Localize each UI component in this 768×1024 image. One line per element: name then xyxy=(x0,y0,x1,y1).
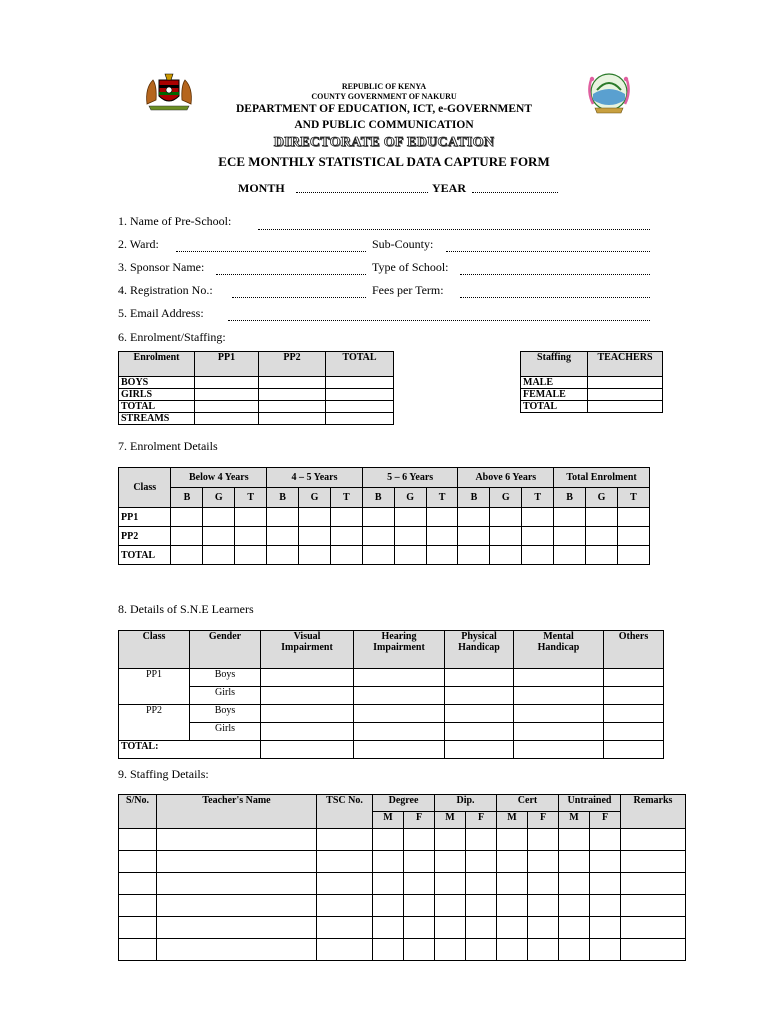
cell[interactable] xyxy=(354,723,445,741)
cell[interactable] xyxy=(235,527,267,546)
cell[interactable] xyxy=(458,546,490,565)
cell[interactable] xyxy=(404,829,435,851)
cell[interactable] xyxy=(119,851,157,873)
gender-boys: Boys xyxy=(190,669,261,687)
cell[interactable] xyxy=(588,377,663,389)
sub-header-f: F xyxy=(404,812,435,829)
cell[interactable] xyxy=(157,895,317,917)
group-header: 4 – 5 Years xyxy=(267,468,363,488)
cell[interactable] xyxy=(559,851,590,873)
cell[interactable] xyxy=(373,939,404,961)
cell[interactable] xyxy=(466,851,497,873)
cell[interactable] xyxy=(171,546,203,565)
cell[interactable] xyxy=(362,546,394,565)
cell[interactable] xyxy=(261,669,354,687)
cell[interactable] xyxy=(404,895,435,917)
cell[interactable] xyxy=(394,508,426,527)
class-header: Class xyxy=(119,631,190,669)
staffing-table xyxy=(520,351,663,413)
sub-header-m: M xyxy=(497,812,528,829)
cell[interactable] xyxy=(171,527,203,546)
cell[interactable] xyxy=(259,413,326,425)
form-title: ECE MONTHLY STATISTICAL DATA CAPTURE FORM xyxy=(218,154,550,169)
ward-field[interactable] xyxy=(176,251,366,252)
cell[interactable] xyxy=(522,508,554,527)
cell[interactable] xyxy=(299,527,331,546)
sub-header-m: M xyxy=(559,812,590,829)
cell[interactable] xyxy=(404,939,435,961)
cell[interactable] xyxy=(404,873,435,895)
cell[interactable] xyxy=(514,669,604,687)
field-label-ward: 2. Ward: xyxy=(118,237,159,251)
cell[interactable] xyxy=(522,527,554,546)
cell[interactable] xyxy=(590,895,621,917)
sub-header-b: B xyxy=(554,488,586,508)
row-label-pp2: PP2 xyxy=(119,705,190,741)
field-label-preschool: 1. Name of Pre-School: xyxy=(118,214,232,228)
degree-header: Degree xyxy=(373,795,435,812)
row-label-pp2: PP2 xyxy=(119,527,171,546)
cell[interactable] xyxy=(157,939,317,961)
cell[interactable] xyxy=(195,413,259,425)
cell[interactable] xyxy=(445,687,514,705)
month-field[interactable] xyxy=(296,192,428,193)
cell[interactable] xyxy=(588,401,663,413)
untrained-header: Untrained xyxy=(559,795,621,812)
cell[interactable] xyxy=(203,508,235,527)
cell[interactable] xyxy=(604,741,664,759)
cell[interactable] xyxy=(490,527,522,546)
header-line: Handicap xyxy=(458,642,500,653)
cell[interactable] xyxy=(195,377,259,389)
cell[interactable] xyxy=(445,669,514,687)
cell[interactable] xyxy=(621,873,686,895)
field-label-subcounty: Sub-County: xyxy=(372,237,434,251)
cell[interactable] xyxy=(203,546,235,565)
cell[interactable] xyxy=(554,508,586,527)
cell[interactable] xyxy=(528,917,559,939)
cell[interactable] xyxy=(261,723,354,741)
cell[interactable] xyxy=(621,851,686,873)
group-header: 5 – 6 Years xyxy=(362,468,458,488)
cell[interactable] xyxy=(586,527,618,546)
teacher-name-header: Teacher's Name xyxy=(157,795,317,829)
mental-handicap-header xyxy=(514,631,604,669)
physical-handicap-header xyxy=(445,631,514,669)
enrolment-details-table xyxy=(118,467,650,565)
cell[interactable] xyxy=(317,851,373,873)
cell[interactable] xyxy=(435,895,466,917)
cell[interactable] xyxy=(426,508,458,527)
cell[interactable] xyxy=(617,527,649,546)
cell[interactable] xyxy=(373,895,404,917)
cell[interactable] xyxy=(621,917,686,939)
cell[interactable] xyxy=(621,895,686,917)
subcounty-field[interactable] xyxy=(446,251,650,252)
table-row xyxy=(119,829,686,851)
cell[interactable] xyxy=(317,873,373,895)
cell[interactable] xyxy=(604,723,664,741)
row-label-boys: BOYS xyxy=(119,377,195,389)
cell[interactable] xyxy=(590,917,621,939)
cell[interactable] xyxy=(330,508,362,527)
cell[interactable] xyxy=(203,527,235,546)
pp1-header: PP1 xyxy=(195,352,259,377)
staffing-header: Staffing xyxy=(521,352,588,377)
sub-header-t: T xyxy=(330,488,362,508)
cell[interactable] xyxy=(354,705,445,723)
cell[interactable] xyxy=(604,687,664,705)
cell[interactable] xyxy=(466,829,497,851)
cell[interactable] xyxy=(586,508,618,527)
cell[interactable] xyxy=(559,829,590,851)
preschool-name-field[interactable] xyxy=(258,229,650,230)
cell[interactable] xyxy=(259,377,326,389)
cell[interactable] xyxy=(157,917,317,939)
cell[interactable] xyxy=(514,705,604,723)
cell[interactable] xyxy=(590,939,621,961)
teachers-header: TEACHERS xyxy=(588,352,663,377)
cell[interactable] xyxy=(171,508,203,527)
cell[interactable] xyxy=(435,829,466,851)
cell[interactable] xyxy=(514,723,604,741)
sub-header-b: B xyxy=(458,488,490,508)
gender-header: Gender xyxy=(190,631,261,669)
cell[interactable] xyxy=(559,939,590,961)
tsc-no-header: TSC No. xyxy=(317,795,373,829)
sub-header-g: G xyxy=(586,488,618,508)
sub-header-f: F xyxy=(528,812,559,829)
cell[interactable] xyxy=(554,527,586,546)
cell[interactable] xyxy=(195,401,259,413)
table-row xyxy=(119,895,686,917)
table-row xyxy=(119,851,686,873)
cell[interactable] xyxy=(261,741,354,759)
cell[interactable] xyxy=(373,917,404,939)
cell[interactable] xyxy=(119,829,157,851)
header-line: Impairment xyxy=(281,642,333,653)
sub-header-t: T xyxy=(617,488,649,508)
header-line: Hearing xyxy=(381,631,417,642)
row-label-total: TOTAL xyxy=(119,401,195,413)
enrolment-table xyxy=(118,351,394,425)
sub-header-t: T xyxy=(426,488,458,508)
cell[interactable] xyxy=(466,939,497,961)
cell[interactable] xyxy=(604,669,664,687)
cell[interactable] xyxy=(497,851,528,873)
cell[interactable] xyxy=(404,851,435,873)
cell[interactable] xyxy=(119,917,157,939)
field-label-fees: Fees per Term: xyxy=(372,283,444,297)
hearing-impairment-header xyxy=(354,631,445,669)
header-line: Impairment xyxy=(373,642,425,653)
cell[interactable] xyxy=(445,741,514,759)
cell[interactable] xyxy=(497,895,528,917)
remarks-header: Remarks xyxy=(621,795,686,829)
cell[interactable] xyxy=(621,829,686,851)
table-row xyxy=(119,917,686,939)
cell[interactable] xyxy=(267,508,299,527)
cell[interactable] xyxy=(458,508,490,527)
table-row xyxy=(119,939,686,961)
sub-header-g: G xyxy=(394,488,426,508)
total-header: TOTAL xyxy=(326,352,394,377)
cell[interactable] xyxy=(528,939,559,961)
cell[interactable] xyxy=(458,527,490,546)
cell[interactable] xyxy=(528,873,559,895)
cell[interactable] xyxy=(326,413,394,425)
month-label: MONTH xyxy=(238,181,285,195)
cell[interactable] xyxy=(267,546,299,565)
year-label: YEAR xyxy=(432,181,467,195)
cell[interactable] xyxy=(590,851,621,873)
republic-line: REPUBLIC OF KENYA xyxy=(341,82,427,91)
section-8-title: 8. Details of S.N.E Learners xyxy=(118,602,254,616)
sub-header-m: M xyxy=(373,812,404,829)
header-line: Handicap xyxy=(537,642,580,653)
cell[interactable] xyxy=(326,377,394,389)
cell[interactable] xyxy=(497,917,528,939)
cell[interactable] xyxy=(522,546,554,565)
sub-header-b: B xyxy=(362,488,394,508)
header-line: Physical xyxy=(461,631,497,642)
field-label-email: 5. Email Address: xyxy=(118,306,204,320)
cell[interactable] xyxy=(326,401,394,413)
cell[interactable] xyxy=(466,917,497,939)
cell[interactable] xyxy=(299,508,331,527)
cell[interactable] xyxy=(394,527,426,546)
cell[interactable] xyxy=(435,851,466,873)
cell[interactable] xyxy=(497,829,528,851)
cell[interactable] xyxy=(559,895,590,917)
cell[interactable] xyxy=(317,895,373,917)
cell[interactable] xyxy=(330,527,362,546)
field-label-sponsor: 3. Sponsor Name: xyxy=(118,260,205,274)
sub-header-g: G xyxy=(203,488,235,508)
department-line-2: AND PUBLIC COMMUNICATION xyxy=(294,119,474,131)
cell[interactable] xyxy=(554,546,586,565)
enrolment-header: Enrolment xyxy=(119,352,195,377)
email-address-field[interactable] xyxy=(228,320,650,321)
cell[interactable] xyxy=(490,508,522,527)
cell[interactable] xyxy=(354,741,445,759)
cell[interactable] xyxy=(497,939,528,961)
cell[interactable] xyxy=(621,939,686,961)
cell[interactable] xyxy=(362,527,394,546)
cell[interactable] xyxy=(435,939,466,961)
dip-header: Dip. xyxy=(435,795,497,812)
row-label-male: MALE xyxy=(521,377,588,389)
row-label-total: TOTAL xyxy=(521,401,588,413)
cell[interactable] xyxy=(373,829,404,851)
group-header: Total Enrolment xyxy=(554,468,650,488)
field-label-enrolment-staffing: 6. Enrolment/Staffing: xyxy=(118,330,226,344)
cell[interactable] xyxy=(528,895,559,917)
sub-header-b: B xyxy=(171,488,203,508)
row-label-total: TOTAL: xyxy=(119,741,261,759)
cell[interactable] xyxy=(426,527,458,546)
cell[interactable] xyxy=(354,687,445,705)
row-label-streams: STREAMS xyxy=(119,413,195,425)
others-header: Others xyxy=(604,631,664,669)
cell[interactable] xyxy=(466,895,497,917)
sub-header-t: T xyxy=(235,488,267,508)
cell[interactable] xyxy=(157,851,317,873)
cell[interactable] xyxy=(317,829,373,851)
row-label-pp1: PP1 xyxy=(119,669,190,705)
cell[interactable] xyxy=(528,829,559,851)
cell[interactable] xyxy=(119,895,157,917)
cell[interactable] xyxy=(195,389,259,401)
cell[interactable] xyxy=(590,829,621,851)
cell[interactable] xyxy=(559,873,590,895)
registration-no-field[interactable] xyxy=(232,297,366,298)
cell[interactable] xyxy=(466,873,497,895)
cell[interactable] xyxy=(119,873,157,895)
directorate-title: DIRECTORATE OF EDUCATION xyxy=(273,135,495,150)
cell[interactable] xyxy=(445,723,514,741)
cell[interactable] xyxy=(445,705,514,723)
cell[interactable] xyxy=(490,546,522,565)
school-type-field[interactable] xyxy=(460,274,650,275)
cell[interactable] xyxy=(394,546,426,565)
sub-header-f: F xyxy=(466,812,497,829)
gender-girls: Girls xyxy=(190,687,261,705)
row-label-female: FEMALE xyxy=(521,389,588,401)
cell[interactable] xyxy=(617,546,649,565)
cell[interactable] xyxy=(514,741,604,759)
row-label-girls: GIRLS xyxy=(119,389,195,401)
field-label-registration: 4. Registration No.: xyxy=(118,283,213,297)
cell[interactable] xyxy=(354,669,445,687)
year-field[interactable] xyxy=(472,192,558,193)
cell[interactable] xyxy=(559,917,590,939)
cell[interactable] xyxy=(404,917,435,939)
cell[interactable] xyxy=(586,546,618,565)
cell[interactable] xyxy=(528,851,559,873)
group-header: Below 4 Years xyxy=(171,468,267,488)
gender-girls: Girls xyxy=(190,723,261,741)
staffing-details-table xyxy=(118,794,686,961)
header-line: Visual xyxy=(293,631,321,642)
sub-header-f: F xyxy=(590,812,621,829)
cell[interactable] xyxy=(235,508,267,527)
field-label-school-type: Type of School: xyxy=(372,260,449,274)
cell[interactable] xyxy=(235,546,267,565)
table-row xyxy=(119,873,686,895)
cell[interactable] xyxy=(426,546,458,565)
header-line: Mental xyxy=(543,631,574,642)
sub-header-g: G xyxy=(490,488,522,508)
cell[interactable] xyxy=(317,939,373,961)
cell[interactable] xyxy=(259,389,326,401)
cell[interactable] xyxy=(157,829,317,851)
cell[interactable] xyxy=(373,873,404,895)
cell[interactable] xyxy=(261,705,354,723)
fees-per-term-field[interactable] xyxy=(460,297,650,298)
sub-header-m: M xyxy=(435,812,466,829)
cell[interactable] xyxy=(590,873,621,895)
pp2-header: PP2 xyxy=(259,352,326,377)
cert-header: Cert xyxy=(497,795,559,812)
county-line: COUNTY GOVERNMENT OF NAKURU xyxy=(311,92,457,101)
visual-impairment-header xyxy=(261,631,354,669)
section-7-title: 7. Enrolment Details xyxy=(118,439,218,453)
cell[interactable] xyxy=(267,527,299,546)
cell[interactable] xyxy=(317,917,373,939)
sub-header-g: G xyxy=(299,488,331,508)
gender-boys: Boys xyxy=(190,705,261,723)
section-9-title: 9. Staffing Details: xyxy=(118,767,209,781)
cell[interactable] xyxy=(299,546,331,565)
sponsor-name-field[interactable] xyxy=(216,274,366,275)
group-header: Above 6 Years xyxy=(458,468,554,488)
row-label-total: TOTAL xyxy=(119,546,171,565)
cell[interactable] xyxy=(119,939,157,961)
cell[interactable] xyxy=(259,401,326,413)
cell[interactable] xyxy=(497,873,528,895)
cell[interactable] xyxy=(261,687,354,705)
cell[interactable] xyxy=(326,389,394,401)
sno-header: S/No. xyxy=(119,795,157,829)
row-label-pp1: PP1 xyxy=(119,508,171,527)
cell[interactable] xyxy=(373,851,404,873)
cell[interactable] xyxy=(514,687,604,705)
cell[interactable] xyxy=(604,705,664,723)
class-header: Class xyxy=(119,468,171,508)
sub-header-b: B xyxy=(267,488,299,508)
sub-header-t: T xyxy=(522,488,554,508)
cell[interactable] xyxy=(362,508,394,527)
cell[interactable] xyxy=(330,546,362,565)
cell[interactable] xyxy=(617,508,649,527)
cell[interactable] xyxy=(435,917,466,939)
cell[interactable] xyxy=(588,389,663,401)
cell[interactable] xyxy=(157,873,317,895)
sne-learners-table xyxy=(118,630,664,759)
cell[interactable] xyxy=(435,873,466,895)
department-line-1: DEPARTMENT OF EDUCATION, ICT, e-GOVERNMENT xyxy=(235,103,533,115)
